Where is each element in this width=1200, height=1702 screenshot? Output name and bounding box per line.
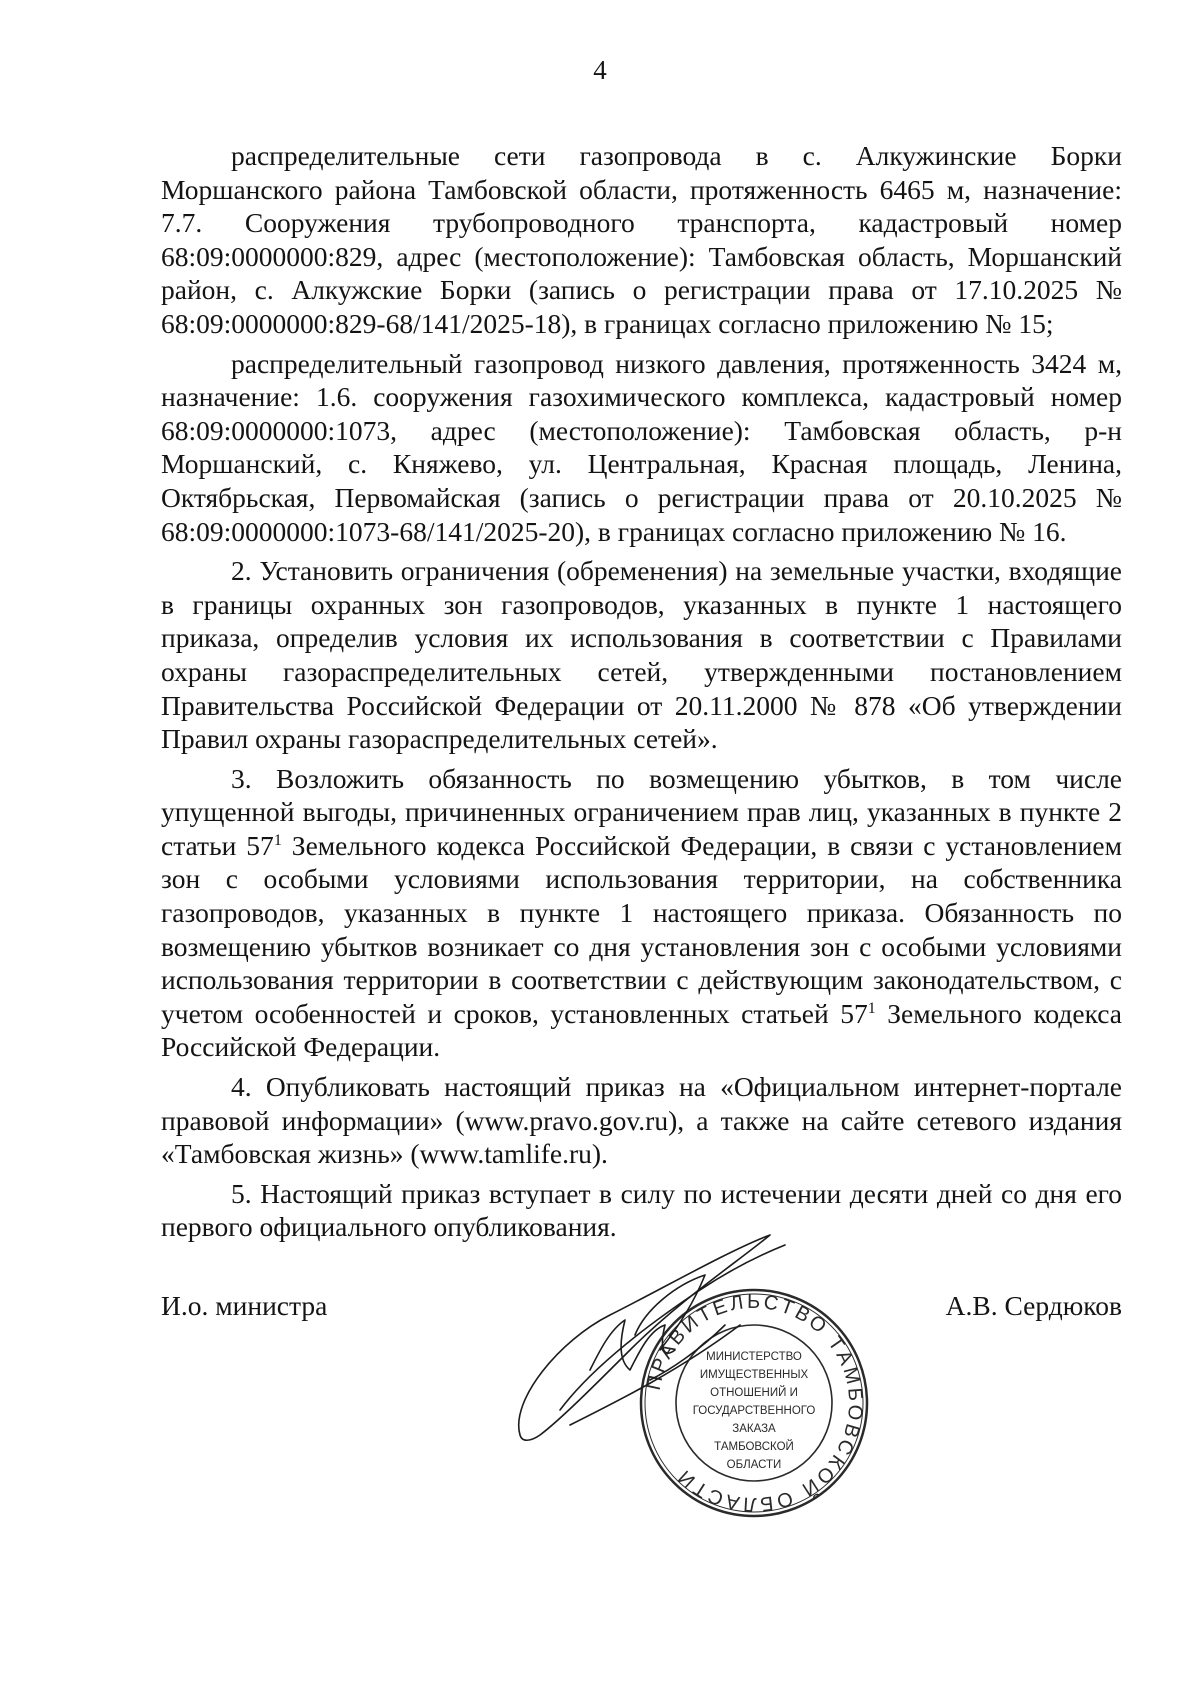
page-number: 4 <box>593 55 607 85</box>
paragraph-pipeline-knyazhevo: распределительный газопровод низкого давления, протяженность 3424 м, назначение: 1.6. сооружения газохимического комплекса, кадастровый номер 68:09:0000000:1073, адрес (местоположение): Тамбовская область, р-н Моршанский, с. Княжево, ул. Центральная, Красная площадь, Ленина, Октябрьская, Первомайская (запись о регистрации права от 20.10.2025 № 68:09:0000000:1073-68/141/2025-20), в границах согласно приложению № 16. <box>161 347 1122 547</box>
seal-line: ОБЛАСТИ <box>726 1459 782 1471</box>
seal-line: ГОСУДАРСТВЕННОГО <box>692 1405 816 1417</box>
item-3-text-b: Земельного кодекса Российской Федерации, в связи с установлением зон с особыми условиями использования территории, на собственника газопроводов, указанных в пункте 1 настоящего приказа. Обязанность по возмещению убытков возникает со дня установления зон с особыми условиями использования территории в соответствии с действующим законодательством, с учетом особенностей и сроков, установленных статьей 57 <box>161 829 1122 1029</box>
seal-line: ИМУЩЕСТВЕННЫХ <box>699 1369 809 1381</box>
paragraph-item-5-effective-date: 5. Настоящий приказ вступает в силу по истечении десяти дней со дня его первого официального опубликования. <box>161 1177 1122 1243</box>
paragraph-item-3-damages <box>161 762 1122 1064</box>
item-3-text-a: 3. Возложить обязанность по возмещению убытков, в том числе упущенной выгоды, причиненных ограничением прав лиц, указанных в пункте 2 статьи 57 <box>161 762 1122 861</box>
document-body <box>161 139 1122 1250</box>
paragraph-item-2-restrictions: 2. Установить ограничения (обременения) на земельные участки, входящие в границы охранных зон газопроводов, указанных в пункте 1 настоящего приказа, определив условия их использования в соответствии с Правилами охраны газораспределительных сетей, утвержденными постановлением Правительства Российской Федерации от 20.11.2000 № 878 «Об утверждении Правил охраны газораспределительных сетей». <box>161 555 1122 755</box>
paragraph-item-4-publication: 4. Опубликовать настоящий приказ на «Официальном интернет-портале правовой информации» (www.pravo.gov.ru), а также на сайте сетевого издания «Тамбовская жизнь» (www.tamlife.ru). <box>161 1071 1122 1170</box>
seal-line: ТАМБОВСКОЙ <box>714 1441 794 1453</box>
seal-line: ОТНОШЕНИЙ И <box>710 1387 798 1399</box>
paragraph-pipeline-alkuzhinskie-borki: распределительные сети газопровода в с. Алкужинские Борки Моршанского района Тамбовской области, протяженность 6465 м, назначение: 7.7. Сооружения трубопроводного транспорта, кадастровый номер 68:09:0000000:829, адрес (местоположение): Тамбовская область, Моршанский район, с. Алкужские Борки (запись о регистрации права от 17.10.2025 № 68:09:0000000:829-68/141/2025-18), в границах согласно приложению № 15; <box>161 140 1122 339</box>
seal-outer-text-path: ПРАВИТЕЛЬСТВО ТАМБОВСКОЙ ОБЛАСТИ <box>642 1290 867 1516</box>
seal-line: ЗАКАЗА <box>732 1423 776 1435</box>
seal-line: МИНИСТЕРСТВО <box>706 1351 802 1363</box>
item-3-text-c: Земельного кодекса Российской Федерации. <box>161 997 1122 1063</box>
signatory-name: А.В. Сердюков <box>945 1290 1122 1321</box>
superscript-marker: 1 <box>867 999 876 1017</box>
handwritten-signature <box>500 1230 800 1450</box>
signatory-role: И.о. министра <box>161 1290 328 1321</box>
superscript-marker: 1 <box>273 831 282 849</box>
